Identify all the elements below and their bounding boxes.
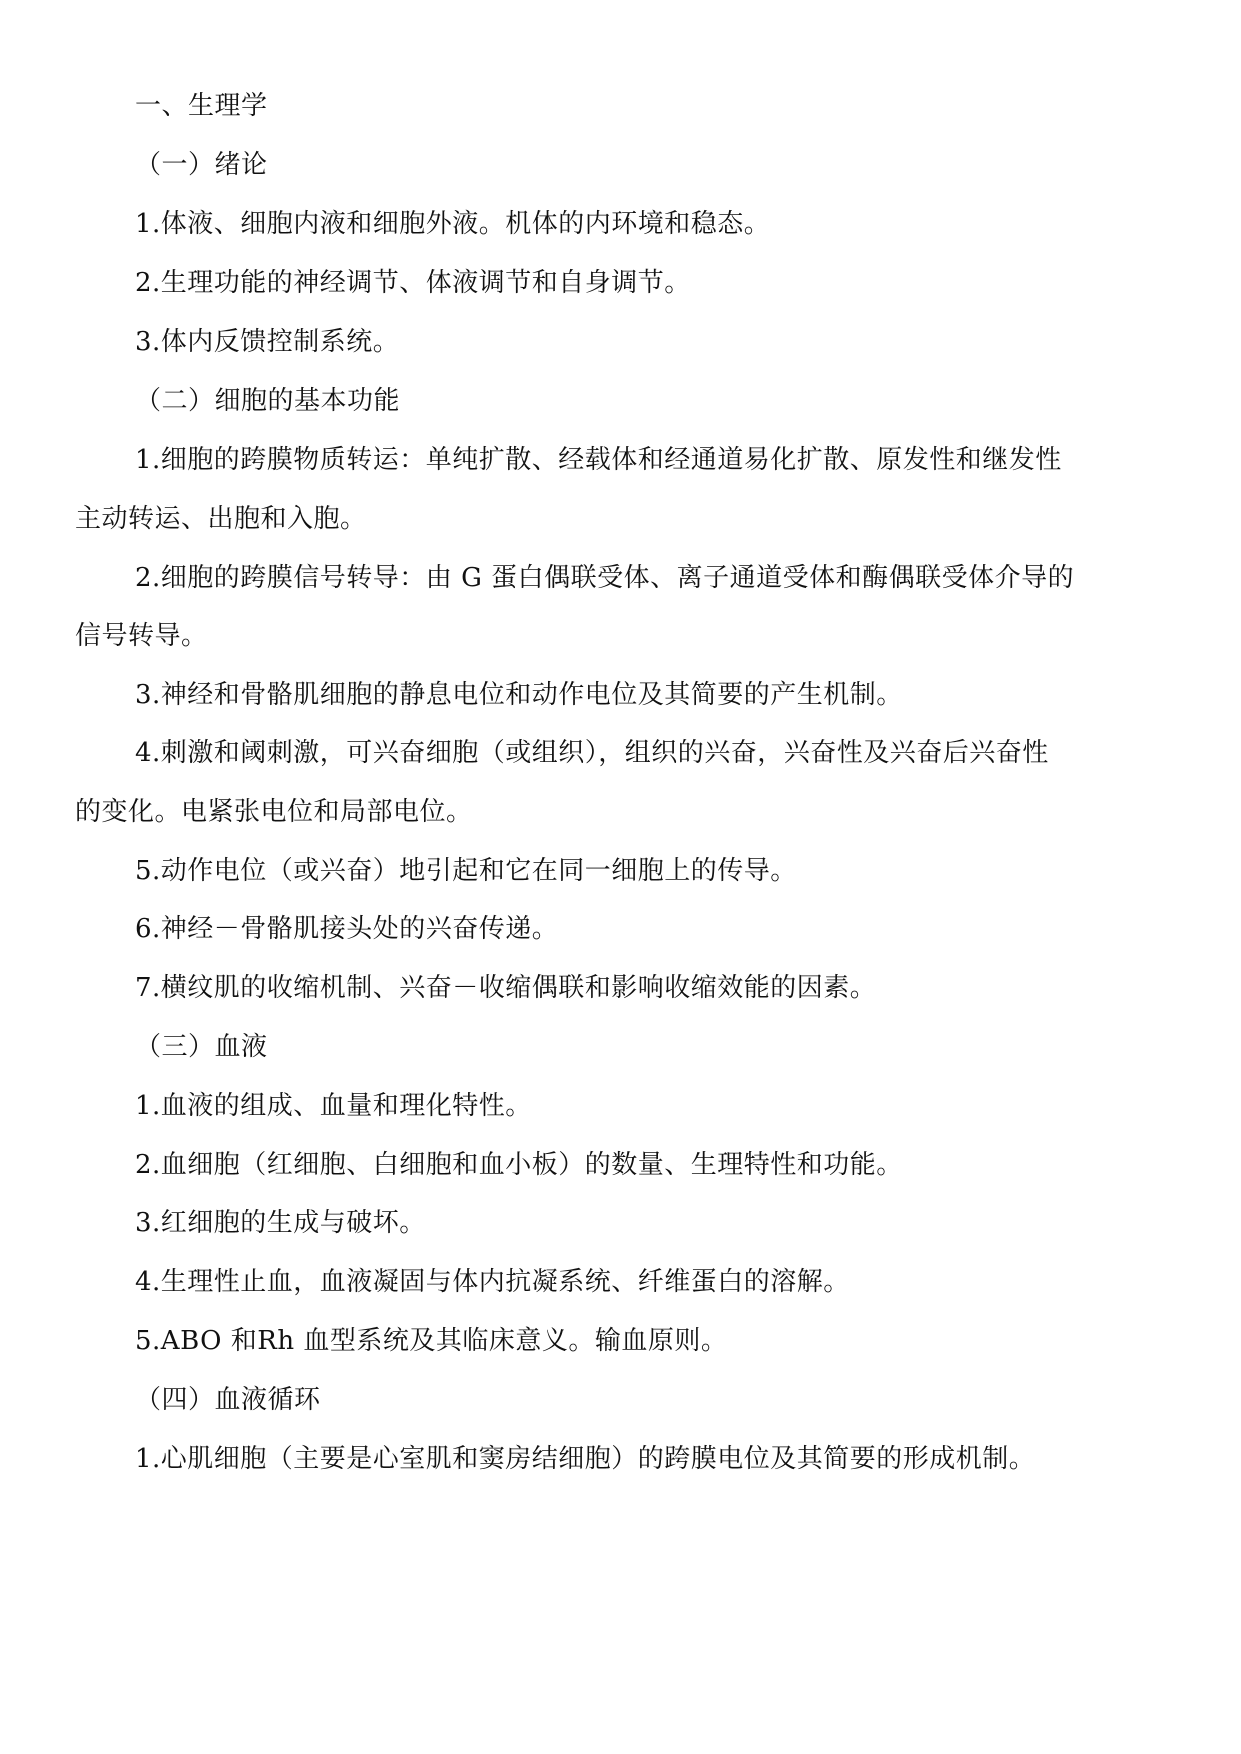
list-item: 1.血液的组成、血量和理化特性。 (135, 1091, 532, 1121)
list-item: 4.生理性止血，血液凝固与体内抗凝系统、纤维蛋白的溶解。 (135, 1267, 850, 1297)
section-title: 一、生理学 (135, 91, 268, 121)
list-item: 2.血细胞（红细胞、白细胞和血小板）的数量、生理特性和功能。 (135, 1150, 903, 1180)
list-item: 2.细胞的跨膜信号转导：由 G 蛋白偶联受体、离子通道受体和酶偶联受体介导的 (135, 563, 1075, 593)
subsection-title: （二）细胞的基本功能 (135, 386, 401, 416)
list-item: 7.横纹肌的收缩机制、兴奋－收缩偶联和影响收缩效能的因素。 (135, 973, 877, 1003)
list-item: 6.神经－骨骼肌接头处的兴奋传递。 (135, 914, 559, 944)
list-item: 2.生理功能的神经调节、体液调节和自身调节。 (135, 268, 691, 298)
list-item-continuation: 主动转运、出胞和入胞。 (75, 504, 367, 534)
list-item: 3.神经和骨骼肌细胞的静息电位和动作电位及其简要的产生机制。 (135, 680, 903, 710)
list-item: 5.动作电位（或兴奋）地引起和它在同一细胞上的传导。 (135, 856, 797, 886)
list-item: 4.刺激和阈刺激，可兴奋细胞（或组织），组织的兴奋，兴奋性及兴奋后兴奋性 (135, 738, 1049, 768)
subsection-title: （四）血液循环 (135, 1385, 321, 1415)
subsection-title: （一）绪论 (135, 150, 268, 180)
list-item-continuation: 的变化。电紧张电位和局部电位。 (75, 797, 473, 827)
list-item: 1.细胞的跨膜物质转运：单纯扩散、经载体和经通道易化扩散、原发性和继发性 (135, 445, 1062, 475)
list-item: 1.体液、细胞内液和细胞外液。机体的内环境和稳态。 (135, 209, 771, 239)
list-item: 3.体内反馈控制系统。 (135, 327, 400, 357)
list-item: 1.心肌细胞（主要是心室肌和窦房结细胞）的跨膜电位及其简要的形成机制。 (135, 1444, 1036, 1474)
list-item-continuation: 信号转导。 (75, 621, 208, 651)
list-item: 3.红细胞的生成与破坏。 (135, 1208, 426, 1238)
subsection-title: （三）血液 (135, 1032, 268, 1062)
list-item: 5.ABO 和Rh 血型系统及其临床意义。输血原则。 (135, 1326, 728, 1356)
